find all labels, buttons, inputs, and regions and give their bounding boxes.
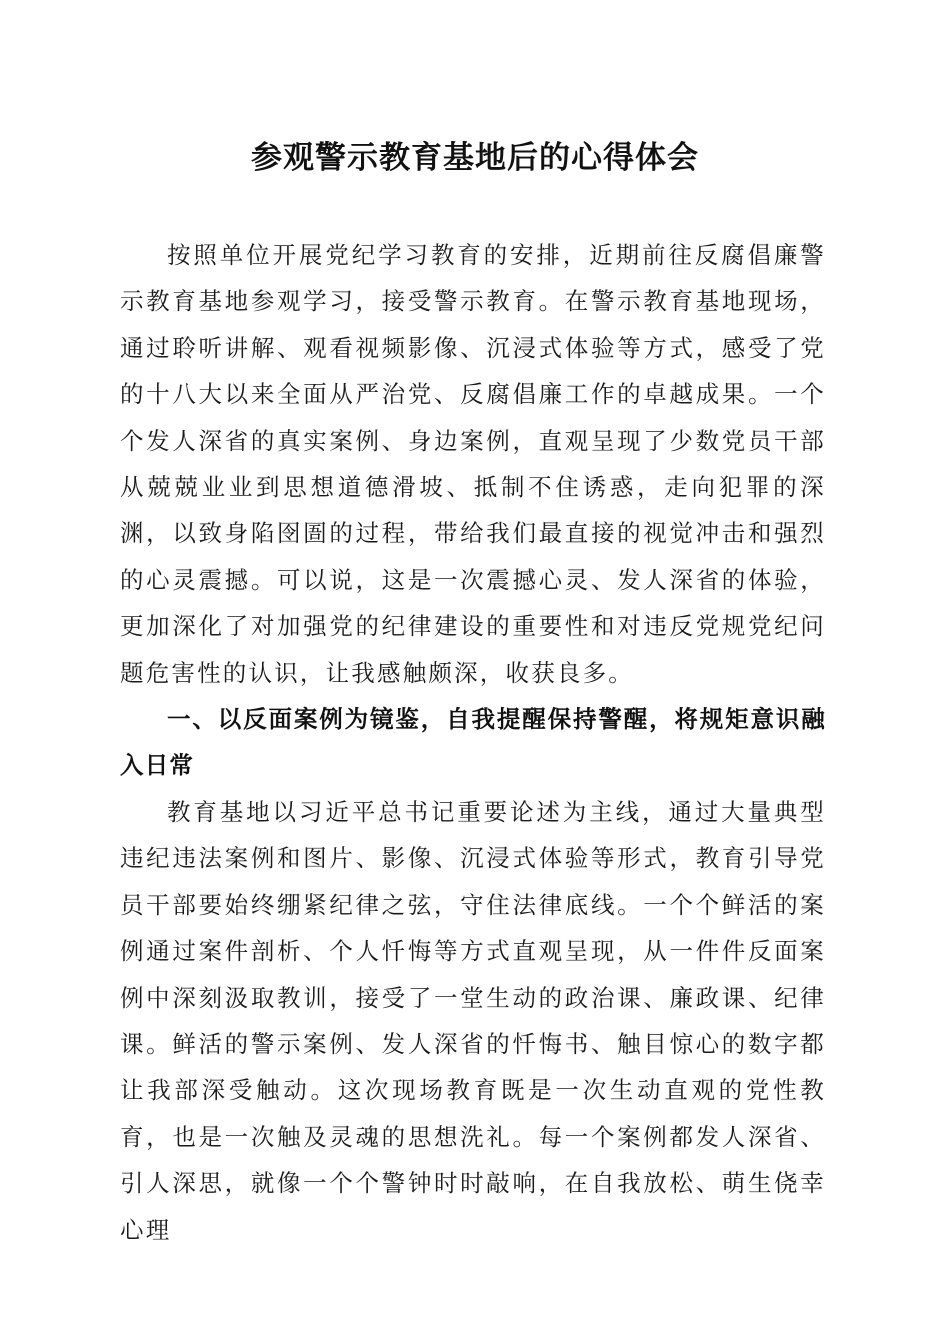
document-title: 参观警示教育基地后的心得体会 <box>251 140 699 176</box>
document-body <box>120 232 826 1253</box>
paragraph-section-1: 教育基地以习近平总书记重要论述为主线，通过大量典型违纪违法案例和图片、影像、沉浸式体验等形式，教育引导党员干部要始终绷紧纪律之弦，守住法律底线。一个个鲜活的案例通过案件剖析、个人忏悔等方式直观呈现，从一件件反面案例中深刻汲取教训，接受了一堂生动的政治课、廉政课、纪律课。鲜活的警示案例、发人深省的忏悔书、触目惊心的数字都让我部深受触动。这次现场教育既是一次生动直观的党性教育，也是一次触及灵魂的思想洗礼。每一个案例都发人深省、引人深思，就像一个个警钟时时敲响，在自我放松、萌生侥幸心理 <box>120 797 826 1244</box>
section-heading-1: 一、以反面案例为镜鉴，自我提醒保持警醒，将规矩意识融入日常 <box>120 705 826 780</box>
paragraph-intro: 按照单位开展党纪学习教育的安排，近期前往反腐倡廉警示教育基地参观学习，接受警示教育。在警示教育基地现场，通过聆听讲解、观看视频影像、沉浸式体验等方式，感受了党的十八大以来全面从严治党、反腐倡廉工作的卓越成果。一个个发人深省的真实案例、身边案例，直观呈现了少数党员干部从兢兢业业到思想道德滑坡、抵制不住诱惑，走向犯罪的深渊，以致身陷囹圄的过程，带给我们最直接的视觉冲击和强烈的心灵震撼。可以说，这是一次震撼心灵、发人深省的体验，更加深化了对加强党的纪律建设的重要性和对违反党规党纪问题危害性的认识，让我感触颇深，收获良多。 <box>120 241 826 687</box>
